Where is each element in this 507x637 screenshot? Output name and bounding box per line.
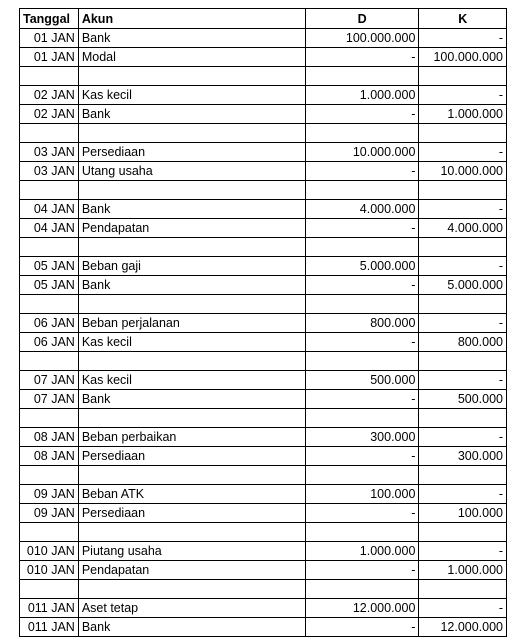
separator-cell	[305, 295, 419, 314]
row-debit: -	[305, 333, 419, 352]
row-date: 04 JAN	[20, 219, 79, 238]
row-credit: 10.000.000	[419, 162, 507, 181]
row-debit: -	[305, 105, 419, 124]
row-credit: -	[419, 257, 507, 276]
row-date: 010 JAN	[20, 561, 79, 580]
row-date: 01 JAN	[20, 48, 79, 67]
row-debit: -	[305, 504, 419, 523]
separator-cell	[78, 523, 305, 542]
header-credit: K	[419, 9, 507, 29]
journal-row	[20, 428, 507, 447]
separator-cell	[78, 124, 305, 143]
journal-row	[20, 371, 507, 390]
journal-row	[20, 143, 507, 162]
row-credit: 5.000.000	[419, 276, 507, 295]
row-date: 04 JAN	[20, 200, 79, 219]
separator-cell	[20, 352, 79, 371]
journal-row	[20, 48, 507, 67]
row-account: Beban gaji	[78, 257, 305, 276]
journal-row	[20, 618, 507, 637]
journal-row	[20, 599, 507, 618]
journal-row	[20, 86, 507, 105]
row-date: 06 JAN	[20, 333, 79, 352]
row-credit: 300.000	[419, 447, 507, 466]
row-date: 03 JAN	[20, 143, 79, 162]
separator-cell	[419, 238, 507, 257]
separator-cell	[20, 466, 79, 485]
row-account: Beban ATK	[78, 485, 305, 504]
row-debit: 4.000.000	[305, 200, 419, 219]
row-account: Piutang usaha	[78, 542, 305, 561]
row-credit: -	[419, 599, 507, 618]
row-credit: -	[419, 542, 507, 561]
separator-cell	[419, 580, 507, 599]
row-debit: 100.000.000	[305, 29, 419, 48]
separator-cell	[78, 409, 305, 428]
separator-cell	[78, 238, 305, 257]
separator-cell	[419, 466, 507, 485]
separator-cell	[305, 238, 419, 257]
row-debit: 500.000	[305, 371, 419, 390]
row-account: Bank	[78, 200, 305, 219]
row-date: 05 JAN	[20, 276, 79, 295]
row-account: Bank	[78, 618, 305, 637]
journal-row	[20, 333, 507, 352]
row-date: 08 JAN	[20, 447, 79, 466]
row-date: 06 JAN	[20, 314, 79, 333]
row-account: Bank	[78, 390, 305, 409]
journal-row	[20, 485, 507, 504]
row-date: 01 JAN	[20, 29, 79, 48]
entry-separator	[20, 580, 507, 599]
row-debit: -	[305, 618, 419, 637]
journal-row	[20, 314, 507, 333]
row-debit: 1.000.000	[305, 86, 419, 105]
separator-cell	[78, 67, 305, 86]
row-credit: 1.000.000	[419, 105, 507, 124]
entry-separator	[20, 295, 507, 314]
row-debit: 300.000	[305, 428, 419, 447]
separator-cell	[419, 295, 507, 314]
row-debit: -	[305, 162, 419, 181]
row-debit: -	[305, 561, 419, 580]
separator-cell	[419, 352, 507, 371]
row-date: 011 JAN	[20, 599, 79, 618]
row-debit: -	[305, 447, 419, 466]
separator-cell	[20, 523, 79, 542]
row-account: Utang usaha	[78, 162, 305, 181]
row-date: 09 JAN	[20, 485, 79, 504]
journal-row	[20, 542, 507, 561]
row-credit: 12.000.000	[419, 618, 507, 637]
row-debit: -	[305, 219, 419, 238]
row-date: 07 JAN	[20, 371, 79, 390]
row-debit: 1.000.000	[305, 542, 419, 561]
separator-cell	[20, 124, 79, 143]
entry-separator	[20, 409, 507, 428]
row-credit: 4.000.000	[419, 219, 507, 238]
journal-table	[19, 8, 507, 637]
row-date: 010 JAN	[20, 542, 79, 561]
separator-cell	[419, 124, 507, 143]
separator-cell	[419, 409, 507, 428]
journal-row	[20, 257, 507, 276]
journal-row	[20, 105, 507, 124]
separator-cell	[419, 67, 507, 86]
separator-cell	[305, 523, 419, 542]
row-debit: 100.000	[305, 485, 419, 504]
journal-row	[20, 29, 507, 48]
header-debit: D	[305, 9, 419, 29]
entry-separator	[20, 238, 507, 257]
entry-separator	[20, 466, 507, 485]
journal-row	[20, 504, 507, 523]
separator-cell	[20, 181, 79, 200]
journal-row	[20, 276, 507, 295]
row-credit: -	[419, 86, 507, 105]
separator-cell	[419, 181, 507, 200]
row-date: 02 JAN	[20, 86, 79, 105]
row-credit: -	[419, 143, 507, 162]
row-debit: -	[305, 48, 419, 67]
entry-separator	[20, 181, 507, 200]
row-credit: -	[419, 371, 507, 390]
separator-cell	[305, 181, 419, 200]
separator-cell	[20, 295, 79, 314]
row-date: 05 JAN	[20, 257, 79, 276]
journal-row	[20, 390, 507, 409]
row-credit: -	[419, 428, 507, 447]
separator-cell	[20, 580, 79, 599]
separator-cell	[305, 580, 419, 599]
journal-row	[20, 219, 507, 238]
row-credit: 100.000.000	[419, 48, 507, 67]
separator-cell	[78, 466, 305, 485]
row-credit: -	[419, 485, 507, 504]
separator-cell	[78, 181, 305, 200]
row-account: Kas kecil	[78, 333, 305, 352]
separator-cell	[305, 352, 419, 371]
separator-cell	[78, 580, 305, 599]
separator-cell	[20, 238, 79, 257]
row-credit: 800.000	[419, 333, 507, 352]
row-debit: 800.000	[305, 314, 419, 333]
journal-body	[20, 29, 507, 637]
row-account: Bank	[78, 105, 305, 124]
row-debit: 10.000.000	[305, 143, 419, 162]
row-credit: 1.000.000	[419, 561, 507, 580]
header-date: Tanggal	[20, 9, 79, 29]
journal-row	[20, 162, 507, 181]
journal-row	[20, 561, 507, 580]
separator-cell	[305, 124, 419, 143]
row-date: 08 JAN	[20, 428, 79, 447]
header-account: Akun	[78, 9, 305, 29]
row-credit: -	[419, 314, 507, 333]
row-date: 03 JAN	[20, 162, 79, 181]
separator-cell	[20, 409, 79, 428]
row-account: Bank	[78, 29, 305, 48]
row-date: 09 JAN	[20, 504, 79, 523]
separator-cell	[305, 67, 419, 86]
separator-cell	[78, 295, 305, 314]
row-date: 07 JAN	[20, 390, 79, 409]
row-account: Kas kecil	[78, 86, 305, 105]
entry-separator	[20, 523, 507, 542]
row-debit: -	[305, 276, 419, 295]
row-credit: -	[419, 200, 507, 219]
entry-separator	[20, 67, 507, 86]
row-account: Kas kecil	[78, 371, 305, 390]
header-row	[20, 9, 507, 29]
row-account: Pendapatan	[78, 219, 305, 238]
row-debit: 12.000.000	[305, 599, 419, 618]
row-account: Pendapatan	[78, 561, 305, 580]
row-account: Persediaan	[78, 447, 305, 466]
row-account: Persediaan	[78, 504, 305, 523]
row-debit: 5.000.000	[305, 257, 419, 276]
row-account: Beban perjalanan	[78, 314, 305, 333]
row-account: Aset tetap	[78, 599, 305, 618]
row-date: 011 JAN	[20, 618, 79, 637]
row-credit: -	[419, 29, 507, 48]
row-credit: 100.000	[419, 504, 507, 523]
row-date: 02 JAN	[20, 105, 79, 124]
row-account: Bank	[78, 276, 305, 295]
row-debit: -	[305, 390, 419, 409]
row-account: Modal	[78, 48, 305, 67]
separator-cell	[305, 409, 419, 428]
entry-separator	[20, 352, 507, 371]
row-credit: 500.000	[419, 390, 507, 409]
row-account: Beban perbaikan	[78, 428, 305, 447]
journal-row	[20, 447, 507, 466]
separator-cell	[419, 523, 507, 542]
separator-cell	[305, 466, 419, 485]
separator-cell	[78, 352, 305, 371]
row-account: Persediaan	[78, 143, 305, 162]
separator-cell	[20, 67, 79, 86]
journal-row	[20, 200, 507, 219]
entry-separator	[20, 124, 507, 143]
